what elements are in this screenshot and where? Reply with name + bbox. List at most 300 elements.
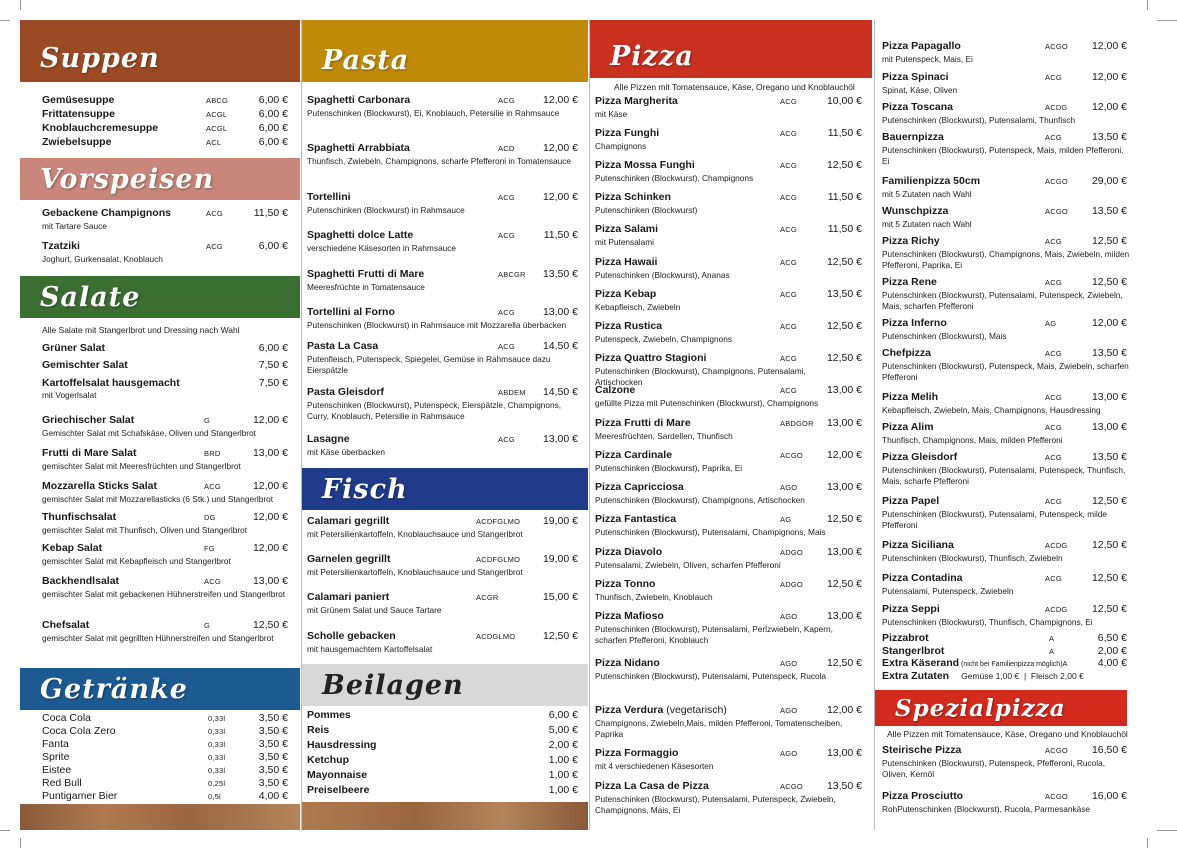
menu-item — [307, 433, 578, 458]
item-price: 13,50 € — [1091, 131, 1127, 143]
menu-item — [882, 276, 1127, 312]
item-price: 13,00 € — [252, 575, 288, 587]
item-name: Calamari gegrillt — [307, 515, 390, 527]
item-name: Pizza Rene — [882, 276, 937, 288]
item-price: 12,50 € — [1091, 495, 1127, 507]
item-price: 19,00 € — [542, 553, 578, 565]
section-title-spezialpizza: Spezialpizza — [875, 690, 1127, 726]
item-name: Scholle gebacken — [307, 630, 396, 642]
menu-item-row — [307, 433, 578, 447]
item-description: Meeresfrüchten, Sardellen, Thunfisch — [595, 430, 733, 441]
menu-item-row — [882, 71, 1127, 85]
item-name: Pizza Melih — [882, 391, 939, 403]
item-name: Kartoffelsalat hausgemacht — [42, 377, 180, 389]
menu-item — [42, 542, 288, 567]
menu-item — [42, 751, 288, 765]
item-name: Fanta — [42, 738, 69, 750]
item-price: 11,50 € — [827, 191, 862, 203]
crop-mark — [1147, 838, 1148, 848]
item-code: ACG — [1045, 497, 1062, 506]
item-name: Coca Cola — [42, 712, 92, 724]
menu-item-row — [307, 229, 578, 243]
item-description: mit Petersilienkartoffeln, Knoblauchsauce und Stangerlbrot — [307, 566, 523, 577]
item-code: ACG — [780, 97, 797, 106]
item-name: Steirische Pizza — [882, 744, 962, 756]
menu-item-row — [882, 451, 1127, 465]
item-name: Garnelen gegrillt — [307, 553, 391, 565]
extra-code: A — [1049, 646, 1055, 656]
item-price: 6,00 € — [548, 709, 578, 721]
item-description: Putenschinken (Blockwurst), Champignons — [595, 172, 754, 183]
item-name: Calzone — [595, 384, 636, 396]
item-name: Mozzarella Sticks Salat — [42, 480, 157, 492]
menu-item — [307, 769, 578, 782]
extra-code: A — [1049, 634, 1055, 643]
item-price: 12,50 € — [1091, 235, 1127, 247]
menu-item-row — [595, 256, 862, 270]
menu-item — [307, 229, 578, 254]
menu-item — [42, 108, 288, 122]
item-price: 1,00 € — [548, 784, 578, 796]
item-price: 1,00 € — [548, 769, 578, 781]
item-code: ACG — [1045, 453, 1062, 462]
menu-item-row — [42, 122, 288, 136]
menu-item-row — [307, 386, 578, 400]
menu-item-row — [882, 391, 1127, 405]
item-description: gemischter Salat mit gebackenen Hühnerstreifen und Stangerlbrot — [42, 588, 286, 599]
item-code: ACDFGLMO — [476, 517, 521, 526]
item-price: 13,00 € — [826, 481, 862, 493]
item-name: Red Bull — [42, 777, 82, 789]
extra-price: 4,00 € — [1097, 657, 1127, 669]
item-price: 12,50 € — [1091, 572, 1127, 584]
item-description: Putenschinken (Blockwurst), Putensalami, Thunfisch — [882, 114, 1076, 125]
item-price: 6,00 € — [258, 240, 288, 252]
item-name: Bauernpizza — [882, 131, 944, 143]
menu-item — [882, 131, 1127, 167]
item-price: 16,00 € — [1091, 790, 1127, 802]
item-price: 3,50 € — [258, 725, 288, 737]
item-code: ABCGR — [498, 270, 526, 279]
item-code: G — [204, 416, 211, 425]
item-description: Spinat, Käse, Oliven — [882, 84, 958, 95]
item-name: Spaghetti Carbonara — [307, 94, 411, 106]
item-name: Pizza Alim — [882, 421, 934, 433]
item-price: 10,00 € — [826, 95, 862, 107]
item-name: Chefpizza — [882, 347, 932, 359]
item-price: 3,50 € — [258, 751, 288, 763]
salate-note: Alle Salate mit Stangerlbrot und Dressing nach Wahl — [42, 325, 240, 335]
menu-item — [595, 780, 862, 816]
item-code: ACG — [498, 193, 515, 202]
menu-item-row — [42, 447, 288, 461]
menu-item-row — [595, 384, 862, 398]
item-price: 12,50 € — [826, 513, 862, 525]
menu-item-row — [882, 317, 1127, 331]
item-code: 0,5l — [208, 792, 221, 801]
item-price: 13,00 € — [542, 306, 578, 318]
item-price: 1,00 € — [548, 754, 578, 766]
menu-item-row — [882, 40, 1127, 54]
menu-item-row — [595, 159, 862, 173]
column-2 — [302, 0, 588, 848]
menu-item-row — [307, 784, 578, 797]
menu-item-row — [882, 572, 1127, 586]
menu-item-row — [42, 240, 288, 254]
menu-item-row — [42, 94, 288, 108]
item-name: Pizza Richy — [882, 235, 940, 247]
menu-item — [882, 539, 1127, 564]
item-price: 13,00 € — [252, 447, 288, 459]
menu-item — [882, 790, 1127, 815]
menu-item — [42, 575, 288, 600]
item-name: Pizza Toscana — [882, 101, 953, 113]
item-price: 12,50 € — [252, 619, 288, 631]
menu-item-row — [595, 352, 862, 366]
menu-item — [307, 191, 578, 216]
menu-item-row — [882, 347, 1127, 361]
menu-item-row — [42, 575, 288, 589]
item-name: Pizza Spinaci — [882, 71, 949, 83]
section-title-fisch: Fisch — [302, 468, 588, 510]
menu-item — [42, 447, 288, 472]
menu-item — [307, 142, 578, 167]
item-code: ABDGOR — [780, 419, 814, 428]
item-price: 11,50 € — [253, 207, 288, 219]
menu-item-row — [595, 95, 862, 109]
crop-mark — [1147, 0, 1148, 10]
item-description: Putenschinken (Blockwurst), Putensalami, Putenspeck, Rucola — [595, 670, 827, 681]
item-code: ACG — [780, 161, 797, 170]
item-name: Backhendlsalat — [42, 575, 120, 587]
item-price: 12,00 € — [1091, 71, 1127, 83]
item-description: Meeresfrüchte in Tomatensauce — [307, 281, 425, 292]
menu-item — [595, 95, 862, 120]
item-name: Mayonnaise — [307, 769, 368, 781]
item-description: mit hausgemachtem Kartoffelsalat — [307, 643, 433, 654]
menu-item-row — [882, 175, 1127, 189]
item-name: Pizza Prosciutto — [882, 790, 964, 802]
menu-item-row — [882, 235, 1127, 249]
menu-item — [307, 591, 578, 616]
menu-item — [595, 256, 862, 281]
section-title-getraenke: Getränke — [20, 668, 300, 710]
item-code: ACGO — [1045, 207, 1068, 216]
extra-zutaten — [882, 670, 1127, 683]
menu-item-row — [307, 191, 578, 205]
menu-item-row — [882, 603, 1127, 617]
item-description: gefüllte Pizza mit Putenschinken (Blockwurst), Champignons — [595, 397, 819, 408]
menu-item-row — [42, 377, 288, 390]
item-description: Putenschinken (Blockwurst), Paprika, Ei — [595, 462, 743, 473]
item-description: Putenschinken (Blockwurst), Putenspeck, Mais, milden Pfefferoni, Ei — [882, 144, 1124, 166]
item-price: 12,50 € — [1091, 276, 1127, 288]
extra-name: Extra Käserand (nicht bei Familienpizza möglich) — [882, 657, 1063, 669]
item-price: 14,50 € — [542, 386, 578, 398]
item-name: Puntigamer Bier — [42, 790, 118, 802]
item-code: ADGO — [780, 548, 803, 557]
item-price: 13,50 € — [826, 780, 862, 792]
item-code: ACG — [1045, 133, 1062, 142]
item-name: Gemüsesuppe — [42, 94, 115, 106]
menu-item-row — [42, 751, 288, 765]
item-code: ACGO — [1045, 42, 1068, 51]
item-description: Putensalami, Putenspeck, Zwiebeln — [882, 585, 1014, 596]
item-code: ACDG — [1045, 103, 1068, 112]
item-code: ADGO — [780, 580, 803, 589]
item-code: ACGR — [476, 593, 499, 602]
item-description: mit Putenspeck, Mais, Ei — [882, 53, 973, 64]
menu-item — [42, 414, 288, 439]
item-name: Spaghetti dolce Latte — [307, 229, 414, 241]
item-description: Putenschinken (Blockwurst), Putenspeck, Mais, Zwiebeln, scharfen Pfefferoni — [882, 360, 1129, 382]
item-description: Putenschinken (Blockwurst), Putensalami, Champignons, Mais — [595, 526, 826, 537]
item-code: ACG — [780, 386, 797, 395]
menu-item — [882, 235, 1130, 271]
menu-item — [882, 451, 1127, 487]
menu-item — [595, 481, 862, 506]
menu-item — [595, 127, 862, 152]
item-description: Putenschinken (Blockwurst), Putensalami, Putenspeck, milde Pfefferoni — [882, 508, 1108, 530]
item-code: ACG — [1045, 574, 1062, 583]
item-name: Tzatziki — [42, 240, 80, 252]
extra-name: Pizzabrot — [882, 632, 929, 644]
item-name: Pizza Cardinale — [595, 449, 673, 461]
extra-name: Stangerlbrot — [882, 644, 945, 657]
menu-item — [42, 342, 288, 355]
item-code: ACL — [206, 138, 222, 147]
menu-item-row — [42, 414, 288, 428]
item-code: FG — [204, 544, 215, 553]
item-code: ACDG — [1045, 605, 1068, 614]
menu-item — [307, 630, 578, 655]
item-description: Joghurt, Gurkensalat, Knoblauch — [42, 253, 163, 264]
item-code: ACG — [780, 290, 797, 299]
item-code: AG — [1045, 319, 1057, 328]
menu-item-row — [42, 207, 288, 221]
item-description: Kebapfleisch, Zwiebeln, Mais, Champignons, Hausdressing — [882, 404, 1101, 415]
item-price: 12,50 € — [1091, 603, 1127, 615]
item-price: 3,50 € — [258, 738, 288, 750]
menu-item-row — [42, 480, 288, 494]
item-price: 11,50 € — [827, 223, 862, 235]
item-price: 12,00 € — [252, 542, 288, 554]
menu-item-row — [882, 495, 1127, 509]
item-name: Ketchup — [307, 754, 349, 766]
menu-item — [42, 207, 288, 232]
item-code: 0,33l — [208, 714, 226, 723]
item-name: Lasagne — [307, 433, 350, 445]
extra-note: (nicht bei Familienpizza möglich) — [959, 661, 1063, 668]
menu-item — [307, 386, 578, 422]
item-code: ACG — [204, 482, 221, 491]
item-name: Knoblauchcremesuppe — [42, 122, 159, 134]
menu-item-row — [307, 754, 578, 767]
item-description: Champignons, Zwiebeln,Mais, milden Pfefferoni, Tomatenscheiben, Paprika — [595, 717, 843, 739]
crop-mark — [0, 830, 10, 831]
item-name: Pizza La Casa de Pizza — [595, 780, 709, 792]
menu-item — [42, 764, 288, 778]
item-price: 12,50 € — [826, 352, 862, 364]
pizza-note: Alle Pizzen mit Tomatensauce, Käse, Oregano und Knoblauchöl — [614, 82, 855, 92]
menu-item — [42, 777, 288, 791]
menu-item-row — [595, 320, 862, 334]
item-code: ACG — [780, 225, 797, 234]
menu-item-row — [307, 306, 578, 320]
menu-item-row — [307, 591, 578, 605]
menu-item-row — [42, 764, 288, 778]
item-code: ACGO — [780, 782, 803, 791]
item-description: Putenspeck, Zwiebeln, Champignons — [595, 333, 732, 344]
item-description: gemischter Salat mit Meeresfrüchten und Stangerlbrot — [42, 460, 241, 471]
menu-item — [882, 317, 1127, 342]
item-description: verschiedene Käsesorten in Rahmsauce — [307, 242, 456, 253]
menu-item-row — [307, 739, 578, 752]
item-name: Griechischer Salat — [42, 414, 135, 426]
menu-item-row — [307, 94, 578, 108]
item-name: Pizza Schinken — [595, 191, 671, 203]
section-title-pasta: Pasta — [302, 20, 588, 82]
section-title-beilagen: Beilagen — [302, 664, 588, 706]
item-description: Putenschinken (Blockwurst), Champignons, Putensalami, Artischocken — [595, 365, 806, 387]
item-code: AGO — [780, 659, 798, 668]
item-price: 13,00 € — [826, 747, 862, 759]
menu-item — [595, 288, 862, 313]
menu-item-row — [595, 223, 862, 237]
menu-item-row — [882, 101, 1127, 115]
item-code: ACGO — [780, 451, 803, 460]
menu-item-row — [42, 790, 288, 804]
item-name: Pizza Salami — [595, 223, 659, 235]
menu-item — [307, 709, 578, 722]
menu-item-row — [42, 725, 288, 739]
item-code: ACG — [206, 242, 223, 251]
item-description: RohPutenschinken (Blockwurst), Rucola, Parmesankäse — [882, 803, 1090, 814]
item-description: Putensalami, Zwiebeln, Oliven, scharfen Pfefferoni — [595, 559, 781, 570]
item-name: Pizza Verdura (vegetarisch) — [595, 704, 727, 716]
item-description: Putenschinken (Blockwurst), Thunfisch, Champignons, Ei — [882, 616, 1093, 627]
item-price: 13,00 € — [1091, 391, 1127, 403]
menu-item — [882, 205, 1127, 230]
menu-item-row — [42, 738, 288, 752]
menu-item — [307, 724, 578, 737]
item-name: Pizza Formaggio — [595, 747, 679, 759]
item-code: 0,33l — [208, 753, 226, 762]
item-description: Putenschinken (Blockwurst), Putensalami, Perlzwiebeln, Kapern, scharfen Pfefferoni, Knoblauch — [595, 623, 833, 645]
item-price: 6,00 € — [258, 122, 288, 134]
menu-item-row — [307, 769, 578, 782]
item-description: mit Putensalami — [595, 236, 655, 247]
item-description: mit Käse — [595, 108, 628, 119]
item-code: ACG — [780, 354, 797, 363]
item-name: Pizza Papel — [882, 495, 940, 507]
menu-item-row — [307, 515, 578, 529]
item-name: Zwiebelsuppe — [42, 136, 112, 148]
extra-row — [882, 645, 1127, 659]
menu-item — [882, 572, 1127, 597]
item-price: 13,00 € — [826, 610, 862, 622]
menu-item — [42, 790, 288, 804]
item-name: Pizza Funghi — [595, 127, 660, 139]
menu-item — [595, 704, 862, 740]
menu-item — [42, 480, 288, 505]
menu-item — [882, 101, 1127, 126]
item-name: Coca Cola Zero — [42, 725, 116, 737]
menu-item — [882, 347, 1127, 383]
item-price: 3,50 € — [258, 712, 288, 724]
menu-item — [595, 747, 862, 772]
spezial-note: Alle Pizzen mit Tomatensauce, Käse, Oregano und Knoblauchöl — [887, 729, 1128, 739]
extra-row — [882, 632, 1127, 646]
item-description: gemischter Salat mit Mozzarellasticks (6 Stk.) und Stangerlbrot — [42, 493, 274, 504]
item-code: ACG — [206, 209, 223, 218]
item-description: mit Tartare Sauce — [42, 220, 107, 231]
menu-item-row — [42, 777, 288, 791]
item-price: 12,00 € — [1091, 40, 1127, 52]
item-name: Frutti di Mare Salat — [42, 447, 137, 459]
item-code: AGO — [780, 749, 798, 758]
menu-item-row — [307, 142, 578, 156]
item-code: ABCG — [206, 96, 229, 105]
zutaten-name: Extra Zutaten — [882, 670, 950, 682]
item-description: Putenschinken (Blockwurst) in Rahmsauce — [307, 204, 465, 215]
item-name: Pizza Siciliana — [882, 539, 954, 551]
item-name: Pasta Gleisdorf — [307, 386, 385, 398]
item-name: Pizza Seppi — [882, 603, 940, 615]
item-price: 29,00 € — [1091, 175, 1127, 187]
item-code: G — [204, 621, 211, 630]
menu-item-row — [307, 340, 578, 354]
item-price: 19,00 € — [542, 515, 578, 527]
menu-item-row — [595, 481, 862, 495]
menu-item — [307, 94, 578, 119]
menu-item-row — [42, 108, 288, 122]
crop-mark — [1157, 20, 1177, 21]
item-price: 6,00 € — [258, 108, 288, 120]
item-description: Thunfisch, Zwiebeln, Knoblauch — [595, 591, 713, 602]
wood-decoration — [20, 804, 300, 830]
menu-item — [882, 175, 1127, 200]
item-name: Pizza Inferno — [882, 317, 947, 329]
menu-item-row — [42, 359, 288, 372]
menu-item — [595, 610, 862, 646]
menu-item — [42, 377, 288, 401]
item-code: ACDGLMO — [476, 632, 516, 641]
item-code: ACG — [1045, 278, 1062, 287]
item-price: 14,50 € — [542, 340, 578, 352]
item-description: Thunfisch, Zwiebeln, Champignons, scharfe Pfefferoni in Tomatensauce — [307, 155, 571, 166]
menu-item — [307, 553, 578, 578]
item-name: Pommes — [307, 709, 351, 721]
item-name-suffix: (vegetarisch) — [663, 704, 727, 716]
menu-item-row — [307, 709, 578, 722]
menu-item — [307, 268, 578, 293]
item-name: Pizza Mossa Funghi — [595, 159, 695, 171]
menu-item-row — [595, 513, 862, 527]
menu-item-row — [42, 342, 288, 355]
item-code: BRD — [204, 449, 221, 458]
item-name: Familienpizza 50cm — [882, 175, 981, 187]
item-name: Kebap Salat — [42, 542, 103, 554]
item-price: 3,50 € — [258, 764, 288, 776]
column-1 — [20, 0, 300, 848]
item-code: 0,33l — [208, 740, 226, 749]
menu-item-row — [307, 724, 578, 737]
item-code: ACGO — [1045, 177, 1068, 186]
menu-item — [595, 159, 862, 184]
item-name: Spaghetti Arrabbiata — [307, 142, 410, 154]
menu-item-row — [42, 619, 288, 633]
